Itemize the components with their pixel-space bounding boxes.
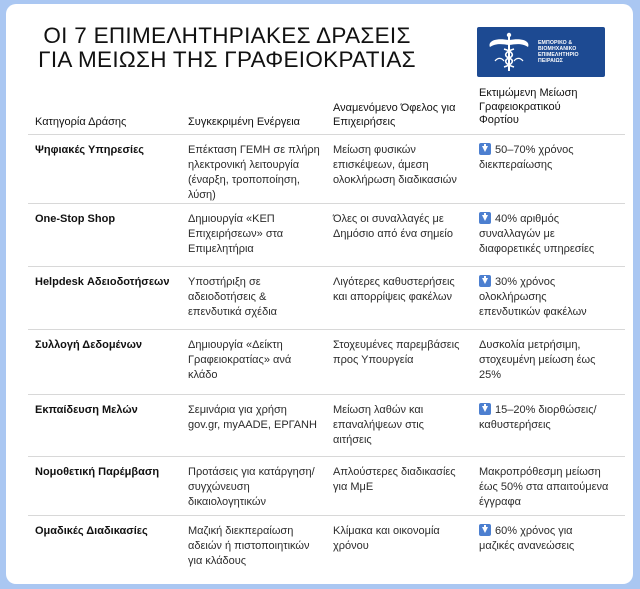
table-row [28,394,625,456]
reduction-cell-text: μαζικές ανανεώσεις [479,540,575,552]
action-cell-line [188,524,309,539]
header-reduction [479,87,577,128]
down-arrow-icon [479,275,491,287]
reduction-cell-line [479,338,595,353]
benefit-cell-line [333,524,440,539]
benefit-cell-text: για ΜμΕ [333,481,374,493]
reduction-cell-text: διαφορετικές υπηρεσίες [479,243,595,255]
category-cell-line [35,465,159,480]
category-cell [35,465,159,480]
reduction-cell-text: συναλλαγών με [479,228,555,240]
benefit-cell-line [333,465,456,480]
category-cell [35,212,115,227]
reduction-cell [479,524,574,554]
category-cell-line [35,143,144,158]
action-cell-line [188,212,283,227]
title-line-1: ΟΙ 7 ΕΠΙΜΕΛΗΤΗΡΙΑΚΕΣ ΔΡΑΣΕΙΣ [43,23,411,48]
action-cell-line [188,305,277,320]
benefit-cell [333,143,457,188]
action-cell-line [188,480,315,495]
category-cell [35,275,169,290]
table-row [28,456,625,515]
reduction-cell-line [479,403,597,418]
reduction-cell-text: επενδυτικών φακέλων [479,306,587,318]
reduction-cell-line [479,158,574,173]
reduction-cell-line [479,539,574,554]
action-cell-text: Επέκταση ΓΕΜΗ σε πλήρη [188,144,320,156]
action-cell-text: επενδυτικά σχέδια [188,306,277,318]
category-cell [35,338,142,353]
category-cell [35,403,138,418]
header-benefit [333,102,455,129]
action-cell-line [188,338,291,353]
reduction-cell [479,403,597,433]
action-cell-text: Προτάσεις για κατάργηση/ [188,466,315,478]
benefit-cell-line [333,173,457,188]
category-cell-text: Εκπαίδευση Μελών [35,404,138,416]
action-cell-text: δικαιολογητικών [188,496,266,508]
reduction-cell-text: έως 50% στα απαιτούμενα [479,481,609,493]
action-cell-text: Δημιουργία «Δείκτη [188,339,283,351]
category-cell [35,524,148,539]
benefit-cell-line [333,403,424,418]
reduction-cell-text: διεκπεραίωσης [479,159,553,171]
logo-text-line: ΕΠΙΜΕΛΗΤΗΡΙΟ [538,52,579,58]
logo-text-line: ΠΕΙΡΑΙΩΣ [538,58,563,65]
benefit-cell-line [333,480,456,495]
header-action: Συγκεκριμένη Ενέργεια [188,116,301,128]
reduction-cell-text: 40% αριθμός [495,213,560,225]
action-cell-text: αδειών ή πιστοποιητικών [188,540,310,552]
action-cell-text: Μαζική διεκπεραίωση [188,525,294,537]
reduction-cell-line [479,368,595,383]
action-cell-line [188,368,291,383]
benefit-cell-line [333,227,453,242]
reduction-cell-line [479,275,587,290]
action-cell [188,465,315,510]
benefit-cell-text: Μείωση φυσικών [333,144,416,156]
reduction-cell-line [479,465,608,480]
action-cell-line [188,158,320,173]
reduction-cell-text: καθυστερήσεις [479,419,551,431]
reduction-cell [479,212,594,257]
reduction-cell-text: Δυσκολία μετρήσιμη, [479,339,581,351]
action-cell [188,143,320,203]
chamber-logo [477,27,605,77]
page-title [22,24,432,72]
action-cell-text: λύση) [188,189,216,201]
benefit-cell-line [333,158,457,173]
benefit-cell-text: και απορρίψεις φακέλων [333,291,452,303]
reduction-cell-text: 50–70% χρόνος [495,144,574,156]
category-cell-line [35,403,138,418]
logo-text-line: ΕΜΠΟΡΙΚΟ & [538,39,573,46]
action-cell-line [188,290,277,305]
benefit-cell-line [333,418,424,433]
logo-text-line: ΒΙΟΜΗΧΑΝΙΚΟ [538,45,577,52]
action-cell [188,275,277,320]
header-reduction-line: Εκτιμώμενη Μείωση [479,87,578,99]
benefit-cell-text: ολοκλήρωση διαδικασιών [333,174,457,186]
benefit-cell-line [333,290,455,305]
benefit-cell-text: χρόνου [333,540,369,552]
category-cell-line [35,212,115,227]
category-cell-line [35,524,148,539]
caduceus-logo-icon [484,31,534,73]
action-cell-text: ηλεκτρονική λειτουργία [188,159,300,171]
action-cell-line [188,465,315,480]
reduction-cell-line [479,242,594,257]
category-cell-line [35,338,142,353]
table-row [28,134,625,203]
category-cell-text: Helpdesk Αδειοδοτήσεων [35,276,170,288]
header-benefit-line: Επιχειρήσεις [333,115,396,128]
benefit-cell-text: Μείωση λαθών και [333,404,424,416]
benefit-cell-text: Λιγότερες καθυστερήσεις [333,276,455,288]
benefit-cell-text: επισκέψεων, άμεση [333,159,429,171]
down-arrow-icon [479,524,491,536]
infographic-card [6,4,633,584]
action-cell-line [188,418,317,433]
logo-text [538,40,579,65]
category-cell-text: Νομοθετική Παρέμβαση [35,466,160,478]
benefit-cell-line [333,143,457,158]
benefit-cell [333,338,459,368]
reduction-cell [479,275,587,320]
category-cell-text: Συλλογή Δεδομένων [35,339,143,351]
down-arrow-icon [479,212,491,224]
reduction-cell-text: στοχευμένη μείωση έως [479,354,596,366]
action-cell-text: για κλάδους [188,555,247,567]
benefit-cell-text: αιτήσεις [333,434,372,446]
benefit-cell [333,524,440,554]
reduction-cell-text: 15–20% διορθώσεις/ [495,404,597,416]
action-cell-line [188,242,283,257]
category-cell-text: One-Stop Shop [35,213,116,225]
action-cell [188,212,283,257]
header-benefit-line: Αναμενόμενο Όφελος για [333,102,456,114]
reduction-cell-line [479,353,595,368]
category-cell [35,143,144,158]
action-cell-text: (έναρξη, τροποποίηση, [188,174,300,186]
benefit-cell-line [333,433,424,448]
action-cell-line [188,353,291,368]
action-cell-text: gov.gr, myAADE, ΕΡΓΑΝΗ [188,419,317,431]
action-cell-text: Σεμινάρια για χρήση [188,404,287,416]
table-row [28,203,625,266]
reduction-cell-line [479,212,594,227]
action-cell-text: Επιχειρήσεων» στα [188,228,284,240]
reduction-cell-text: έγγραφα [479,496,522,508]
action-cell-line [188,495,315,510]
action-cell-line [188,188,320,203]
benefit-cell-text: Κλίμακα και οικονομία [333,525,440,537]
benefit-cell-line [333,212,453,227]
reduction-cell-text: 30% χρόνος [495,276,556,288]
table-row [28,329,625,394]
action-cell-text: Γραφειοκρατίας» ανά [188,354,292,366]
action-cell-line [188,143,320,158]
action-cell-line [188,173,320,188]
down-arrow-icon [479,403,491,415]
reduction-cell-text: Μακροπρόθεσμη μείωση [479,466,601,478]
action-cell-line [188,227,283,242]
action-cell-text: αδειοδοτήσεις & [188,291,267,303]
benefit-cell-text: Όλες οι συναλλαγές με [333,213,444,225]
header-reduction-line: Γραφειοκρατικού [479,100,561,113]
benefit-cell [333,275,455,305]
benefit-cell [333,403,424,448]
benefit-cell-line [333,353,459,368]
action-cell-text: Υποστήριξη σε [188,276,261,288]
action-cell [188,403,317,433]
reduction-cell-line [479,305,587,320]
category-cell-text: Ψηφιακές Υπηρεσίες [35,144,145,156]
action-cell-text: συγχώνευση [188,481,250,493]
reduction-cell [479,143,574,173]
action-cell [188,338,291,383]
action-cell-line [188,403,317,418]
benefit-cell-text: Απλούστερες διαδικασίες [333,466,456,478]
benefit-cell [333,465,456,495]
down-arrow-icon [479,143,491,155]
reduction-cell-line [479,495,608,510]
action-cell-line [188,554,309,569]
action-cell-line [188,275,277,290]
title-line-2: ΓΙΑ ΜΕΙΩΣΗ ΤΗΣ ΓΡΑΦΕΙΟΚΡΑΤΙΑΣ [38,47,416,72]
reduction-cell-line [479,524,574,539]
reduction-cell-text: ολοκλήρωσης [479,291,547,303]
action-cell-line [188,539,309,554]
reduction-cell-line [479,227,594,242]
header-category: Κατηγορία Δράσης [35,116,127,128]
category-cell-line [35,275,169,290]
table-row [28,515,625,584]
reduction-cell-text: 25% [479,369,502,381]
action-cell [188,524,309,569]
benefit-cell-text: Δημόσιο από ένα σημείο [333,228,453,240]
action-cell-text: Δημιουργία «ΚΕΠ [188,213,275,225]
category-cell-text: Ομαδικές Διαδικασίες [35,525,148,537]
reduction-cell-line [479,143,574,158]
benefit-cell-text: Στοχευμένες παρεμβάσεις [333,339,460,351]
reduction-cell-line [479,290,587,305]
header-reduction-line: Φορτίου [479,114,519,126]
reduction-cell [479,465,608,510]
action-cell-text: Επιμελητήρια [188,243,254,255]
benefit-cell-line [333,338,459,353]
benefit-cell-text: προς Υπουργεία [333,354,414,366]
reduction-cell-line [479,480,608,495]
benefit-cell [333,212,453,242]
reduction-cell-line [479,418,597,433]
reduction-cell [479,338,595,383]
reduction-cell-text: 60% χρόνος για [495,525,573,537]
action-cell-text: κλάδο [188,369,218,381]
table-row [28,266,625,329]
benefit-cell-line [333,275,455,290]
benefit-cell-line [333,539,440,554]
benefit-cell-text: επαναλήψεων στις [333,419,424,431]
